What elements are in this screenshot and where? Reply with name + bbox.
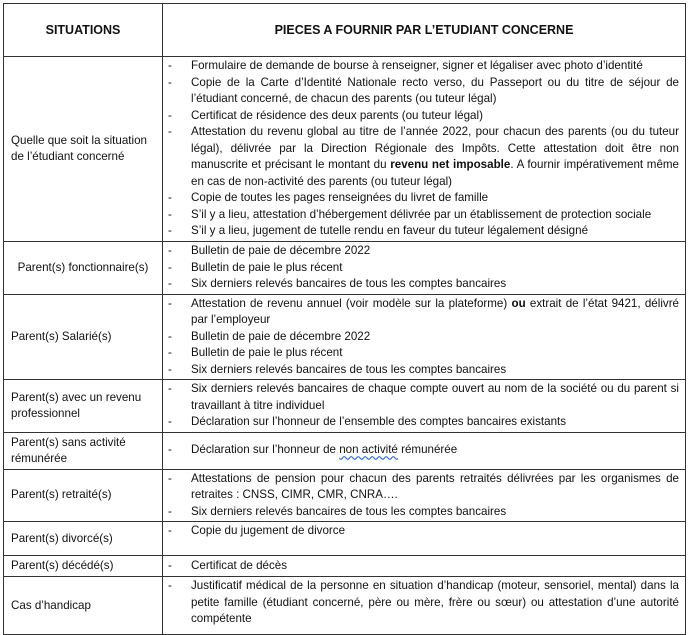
list-item: - Bulletin de paie le plus récent xyxy=(167,260,679,277)
list-item: - Attestation du revenu global au titre de l’année 2022, pour chacun des parents (ou du tuteur légal), délivrée par la Direction Régionale des Impôts. Cette attestation doit être non manuscrite et précisant le montant du revenu net imposable. A fournir impérativement même en cas de non-activité des parents (ou tuteur légal) xyxy=(168,125,679,188)
situation-cell: Cas d’handicap xyxy=(4,577,163,635)
documents-cell xyxy=(163,556,686,577)
table-row xyxy=(4,577,686,635)
situation-cell: Parent(s) sans activité rémunérée xyxy=(4,432,163,469)
bullet-dash: - xyxy=(168,329,172,343)
bullet-dash: - xyxy=(168,382,172,395)
bullet-dash: - xyxy=(168,471,172,485)
bold-text: ou xyxy=(511,296,526,310)
bold-text: revenu net imposable xyxy=(390,158,511,171)
bullet-dash: - xyxy=(168,524,172,537)
list-item: - Attestations de pension pour chacun des parents retraités délivrées par les organismes de retraites : CNSS, CIMR, CMR, CNRA…. xyxy=(168,471,679,501)
bullet-dash: - xyxy=(168,579,172,592)
table-row xyxy=(4,242,686,295)
documents-cell xyxy=(163,380,686,433)
bullet-dash: - xyxy=(168,415,172,428)
documents-list xyxy=(167,58,679,240)
list-item: - Justificatif médical de la personne en situation d’handicap (moteur, sensoriel, mental) dans la petite famille (étudiant concerné, père ou mère, frère ou sœur) ou attestation d’une autorité compétente xyxy=(168,579,679,625)
table-row xyxy=(4,522,686,556)
documents-list xyxy=(167,471,679,521)
documents-cell xyxy=(163,577,686,635)
list-item: - S’il y a lieu, jugement de tutelle rendu en faveur du tuteur légalement désigné xyxy=(167,223,679,240)
list-item: - Six derniers relevés bancaires de tous les comptes bancaires xyxy=(167,362,679,379)
bullet-dash: - xyxy=(168,191,172,204)
list-item: - Six derniers relevés bancaires de chaque compte ouvert au nom de la société ou du parent si travaillant à titre individuel xyxy=(168,382,679,412)
bullet-dash: - xyxy=(168,558,172,572)
documents-cell xyxy=(163,522,686,556)
documents-list xyxy=(167,381,679,431)
table-row xyxy=(4,294,686,380)
table-row xyxy=(4,432,686,469)
table-row xyxy=(4,556,686,577)
bullet-dash: - xyxy=(168,346,172,359)
table-row xyxy=(4,469,686,522)
documents-list xyxy=(167,243,679,293)
table-header-row xyxy=(4,4,686,57)
bullet-dash: - xyxy=(168,260,172,274)
list-item: - Six derniers relevés bancaires de tous les comptes bancaires xyxy=(167,504,679,521)
documents-cell xyxy=(163,469,686,522)
bullet-dash: - xyxy=(168,443,172,457)
list-item: - Certificat de décès xyxy=(167,558,679,575)
situation-cell: Parent(s) fonctionnaire(s) xyxy=(4,242,163,295)
list-item: - Déclaration sur l’honneur de l’ensemble des comptes bancaires existants xyxy=(167,414,679,431)
documents-list xyxy=(167,442,679,459)
bullet-dash: - xyxy=(168,75,172,89)
situation-cell: Parent(s) avec un revenu professionnel xyxy=(4,380,163,433)
documents-list xyxy=(167,296,679,379)
documents-list xyxy=(167,523,679,540)
table-row xyxy=(4,380,686,433)
document-page xyxy=(3,3,685,635)
documents-cell xyxy=(163,294,686,380)
table-row xyxy=(4,57,686,242)
list-item: - Bulletin de paie de décembre 2022 xyxy=(167,243,679,260)
bullet-dash: - xyxy=(168,362,172,376)
list-item: - Attestation de revenu annuel (voir modèle sur la plateforme) ou extrait de l’état 9421, délivré par l’employeur xyxy=(168,296,680,326)
situation-cell: Parent(s) retraité(s) xyxy=(4,469,163,522)
bullet-dash: - xyxy=(168,504,172,518)
documents-cell xyxy=(163,432,686,469)
bullet-dash: - xyxy=(168,125,172,138)
list-item: - Copie de la Carte d’Identité Nationale recto verso, du Passeport ou du titre de séjour de l’étudiant concerné, de chacun des parents (ou tuteur légal) xyxy=(168,75,679,105)
bullet-dash: - xyxy=(168,244,172,257)
bullet-dash: - xyxy=(168,296,172,310)
bullet-dash: - xyxy=(168,59,172,72)
header-situations: SITUATIONS xyxy=(4,4,163,57)
situation-cell: Parent(s) décédé(s) xyxy=(4,556,163,577)
documents-list xyxy=(167,578,679,628)
list-item: - S’il y a lieu, attestation d’hébergement délivrée par un établissement de protection sociale xyxy=(167,207,679,224)
list-item: - Certificat de résidence des deux parents (ou tuteur légal) xyxy=(167,108,679,125)
bullet-dash: - xyxy=(168,277,172,290)
list-item: - Six derniers relevés bancaires de tous les comptes bancaires xyxy=(167,276,679,293)
bullet-dash: - xyxy=(168,207,172,221)
documents-list xyxy=(167,558,679,575)
list-item: - Copie du jugement de divorce xyxy=(167,523,679,540)
bullet-dash: - xyxy=(168,224,172,237)
spellcheck-underlined-text: non activité xyxy=(339,443,398,457)
situation-cell: Parent(s) Salarié(s) xyxy=(4,294,163,380)
situation-cell: Quelle que soit la situation de l’étudiant concerné xyxy=(4,57,163,242)
list-item: - Bulletin de paie le plus récent xyxy=(167,345,679,362)
header-documents: PIECES A FOURNIR PAR L’ETUDIANT CONCERNE xyxy=(163,4,686,57)
list-item: - Formulaire de demande de bourse à renseigner, signer et légaliser avec photo d’identité xyxy=(167,58,679,75)
list-item: - Copie de toutes les pages renseignées du livret de famille xyxy=(167,190,679,207)
bullet-dash: - xyxy=(168,108,172,122)
required-documents-table xyxy=(3,3,686,635)
list-item: - Bulletin de paie de décembre 2022 xyxy=(167,329,679,346)
situation-cell: Parent(s) divorcé(s) xyxy=(4,522,163,556)
documents-cell xyxy=(163,242,686,295)
list-item: - Déclaration sur l’honneur de non activité rémunérée xyxy=(167,442,679,459)
documents-cell xyxy=(163,57,686,242)
